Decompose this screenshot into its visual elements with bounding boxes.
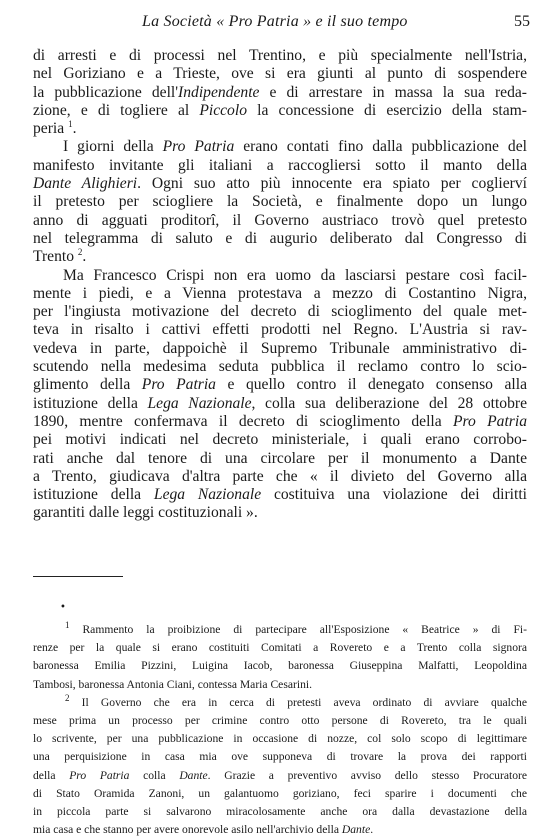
- paragraph-2: [33, 138, 527, 266]
- text-line: istituzione della Lega Nazionale, colla sua deliberazione del 28 ottobre: [33, 394, 527, 412]
- text-line: Trento $^2$.: [33, 247, 87, 266]
- text-line: glimento della Pro Patria e quello contro il denegato consenso alla: [33, 376, 527, 394]
- text-line: il pretesto per sciogliere la Società, e finalmente dopo un lungo: [33, 193, 527, 211]
- text-line: nel telegramma di saluto e di augurio deliberato dal Congresso di: [33, 229, 527, 247]
- text-line: mente i piedi, e a Vienna protestava a mezzo di Costantino Nigra,: [33, 284, 527, 302]
- text-line: teva in risalto i cattivi effetti prodotti nel Regno. L'Austria si rav-: [33, 321, 527, 339]
- footnote-line: renze per la quale si erano costituiti Comitati a Rovereto e a Trento colla signora: [33, 641, 527, 655]
- text-line: Dante Alighieri. Ogni suo atto più innocente era spiato per coglierví: [33, 175, 527, 193]
- text-line: di arresti e di processi nel Trentino, e più specialmente nell'Istria,: [33, 47, 527, 64]
- text-line: garantiti dalle leggi costituzionali ».: [33, 504, 258, 522]
- text-line: manifesto invitante gli italiani a raccogliersi sotto il manto della: [33, 156, 527, 174]
- footnote-line: $^2$ Il Governo che era in cerca di pretesti aveva ordinato di avviare qualche: [65, 692, 527, 709]
- paragraph-1: [33, 47, 527, 138]
- body-text: [33, 47, 527, 523]
- footnote-line: di Stato Oramida Zanoni, un galantuomo goriziano, feci sparire i documenti che: [33, 786, 527, 800]
- footnote-line: una perquisizione in casa mia ove supponeva di trovare la prova dei rapporti: [33, 750, 527, 764]
- text-line: peria $^1$.: [33, 119, 77, 138]
- text-line: 1890, mentre confermava il decreto di scioglimento della Pro Patria: [33, 412, 527, 430]
- text-line: Ma Francesco Crispi non era uomo da lasciarsi pestare così facil-: [63, 266, 527, 284]
- footnotes: [33, 621, 527, 839]
- footnote-line: baronessa Emilia Pizzini, Luigina Iacob, baronessa Giuseppina Malfatti, Leopoldina: [33, 659, 527, 673]
- text-line: zione, e di togliere al Piccolo la concessione di esercizio della stam-: [33, 101, 527, 119]
- footnote-line: $^1$ Rammento la proibizione di partecipare all'Esposizione « Beatrice » di Fi-: [65, 620, 527, 636]
- footnote-ref-2: 2: [77, 247, 83, 258]
- footnote-line: lo scrivente, per una pubblicazione in occasione di nozze, col solo scopo di legittimare: [33, 732, 527, 746]
- footnote-marker-1: 1: [65, 620, 70, 631]
- paragraph-3: [33, 267, 527, 523]
- text-line: istituzione della Lega Nazionale costituiva una violazione dei diritti: [33, 486, 527, 504]
- running-header: [30, 13, 530, 33]
- footnote-line: mese prima un processo per crimine contro otto persone di Rovereto, tra le quali: [33, 714, 527, 728]
- text-line: a Trento, giudicava d'altra parte che « il divieto del Governo alla: [33, 467, 527, 485]
- text-line: nel Goriziano e a Trieste, ove si era giunti al punto di sospendere: [33, 65, 527, 83]
- text-line: la pubblicazione dell'Indipendente e di arrestare in massa la sua reda-: [33, 83, 527, 101]
- footnote-ref-1: 1: [68, 119, 73, 129]
- footnote-2: [33, 694, 527, 839]
- footnote-line: della Pro Patria colla Dante. Grazie a preventivo avviso dello stesso Procuratore: [33, 768, 528, 782]
- text-line: rati anche dal tenore di una circolare per il monumento a Dante: [33, 449, 527, 467]
- text-line: anno di agguati proditorî, il Governo austriaco trovò quel pretesto: [33, 211, 527, 229]
- text-line: I giorni della Pro Patria erano contati fino dalla pubblicazione del: [63, 138, 527, 156]
- footnote-line: mia casa e che stanno per avere onorevole asilo nell'archivio della Dante.: [33, 823, 374, 837]
- footnote-1: [33, 621, 527, 694]
- footnote-line: Tambosi, baronessa Antonia Ciani, contessa Maria Cesarini.: [33, 677, 312, 691]
- footnote-marker-2: 2: [65, 692, 70, 703]
- text-line: pei motivi indicati nel decreto ministeriale, i quali erano corrobo-: [33, 431, 527, 449]
- running-title: La Società « Pro Patria » e il suo tempo: [142, 13, 408, 30]
- ink-speck: •: [60, 602, 66, 613]
- footnote-separator: [33, 576, 123, 577]
- text-line: scutendo nella medesima seduta pubblica il reclamo contro lo scio-: [33, 358, 527, 376]
- footnote-line: in piccola parte si salvarono miracolosamente anche ora dalla devastazione della: [33, 805, 527, 819]
- text-line: per l'ingiusta motivazione del decreto di scioglimento del quale met-: [33, 303, 527, 321]
- text-line: vedeva in parte, dappoichè il Supremo Tribunale amministrativo di-: [33, 339, 527, 357]
- page-number: 55: [514, 13, 530, 30]
